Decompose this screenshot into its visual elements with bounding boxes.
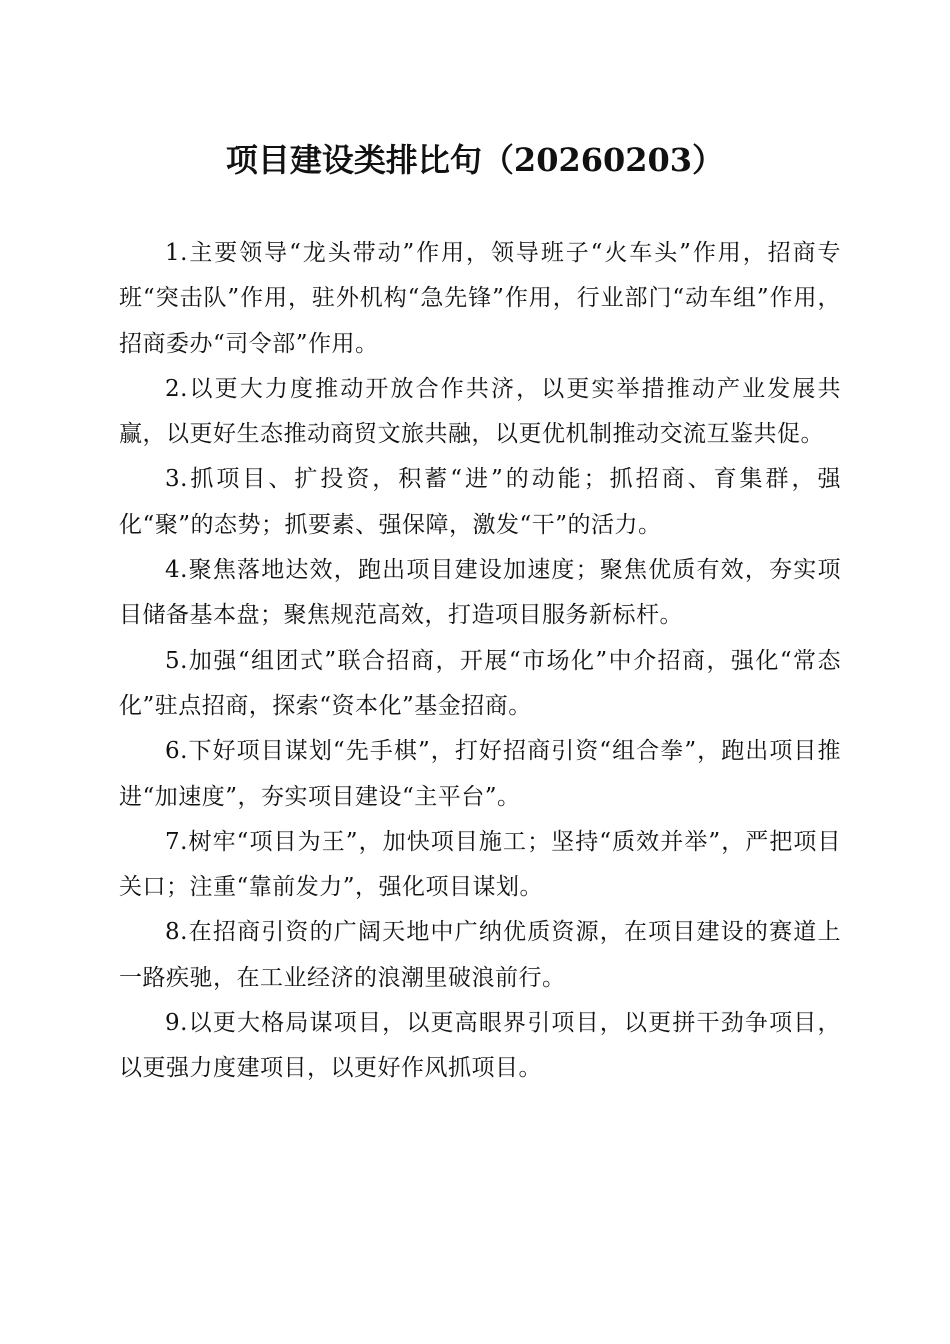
paragraph-9: 9.以更大格局谋项目，以更高眼界引项目，以更拼干劲争项目，以更强力度建项目，以更好作风抓项目。 — [119, 1010, 841, 1082]
paragraph-2: 2.以更大力度推动开放合作共济，以更实举措推动产业发展共赢，以更好生态推动商贸文旅共融，以更优机制推动交流互鉴共促。 — [119, 375, 841, 448]
paragraph-7: 7.树牢“项目为王”，加快项目施工；坚持“质效并举”，严把项目关口；注重“靠前发力”，强化项目谋划。 — [119, 828, 841, 901]
document-body — [119, 231, 841, 1092]
paragraph-4: 4.聚焦落地达效，跑出项目建设加速度；聚焦优质有效，夯实项目储备基本盘；聚焦规范高效，打造项目服务新标杆。 — [119, 557, 841, 629]
paragraph-1: 1.主要领导“龙头带动”作用，领导班子“火车头”作用，招商专班“突击队”作用，驻外机构“急先锋”作用，行业部门“动车组”作用，招商委办“司令部”作用。 — [119, 240, 841, 357]
document-title: 项目建设类排比句（20260203） — [225, 141, 725, 179]
paragraph-6: 6.下好项目谋划“先手棋”，打好招商引资“组合拳”，跑出项目推进“加速度”，夯实项目建设“主平台”。 — [119, 738, 841, 810]
paragraph-5: 5.加强“组团式”联合招商，开展“市场化”中介招商，强化“常态化”驻点招商，探索“资本化”基金招商。 — [119, 647, 841, 719]
paragraph-3: 3.抓项目、扩投资，积蓄“进”的动能；抓招商、育集群，强化“聚”的态势；抓要素、强保障，激发“干”的活力。 — [119, 466, 841, 538]
paragraph-8: 8.在招商引资的广阔天地中广纳优质资源，在项目建设的赛道上一路疾驰，在工业经济的浪潮里破浪前行。 — [119, 919, 841, 991]
